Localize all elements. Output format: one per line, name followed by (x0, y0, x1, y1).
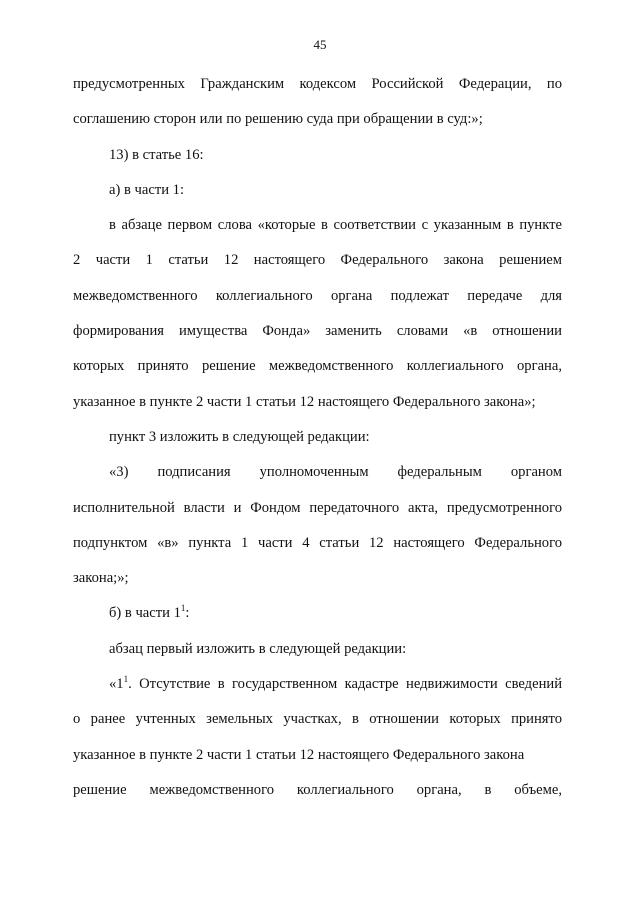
document-body (73, 67, 562, 808)
text-line-15: закона;»; (73, 570, 129, 587)
text-line-16-tail: : (185, 605, 190, 622)
text-line-11: пункт 3 изложить в следующей редакции: (109, 428, 370, 445)
page-number: 45 (313, 37, 327, 52)
text-line-14: подпунктом «в» пункта 1 части 4 статьи 12 настоящего Федерального (73, 534, 562, 551)
text-line-5: в абзаце первом слова «которые в соответствии с указанным в пункте (109, 217, 562, 234)
text-line-10: указанное в пункте 2 части 1 статьи 12 настоящего Федерального закона»; (73, 393, 536, 410)
text-line-12: «3) подписания уполномоченным федеральным органом (109, 464, 562, 481)
text-line-20: указанное в пункте 2 части 1 статьи 12 настоящего Федерального закона (73, 746, 525, 763)
text-line-21: решение межведомственного коллегиального органа, в объеме, (73, 781, 562, 798)
superscript-1: 1 (180, 603, 186, 614)
text-line-13: исполнительной власти и Фондом передаточного акта, предусмотренного (73, 499, 562, 516)
text-line-3: 13) в статье 16: (109, 146, 204, 163)
superscript-2: 1 (123, 674, 129, 685)
text-line-18-tail: . Отсутствие в государственном кадастре недвижимости сведений (128, 676, 562, 693)
text-line-16-main: б) в части 1 (109, 605, 181, 622)
text-line-18 (73, 667, 562, 702)
text-line-7: межведомственного коллегиального органа подлежат передаче для (73, 287, 562, 304)
text-line-16 (73, 596, 562, 631)
text-line-6: 2 части 1 статьи 12 настоящего Федерального закона решением (73, 252, 562, 269)
text-line-19: о ранее учтенных земельных участках, в отношении которых принято (73, 711, 562, 728)
text-line-8: формирования имущества Фонда» заменить словами «в отношении (73, 323, 562, 340)
text-line-17: абзац первый изложить в следующей редакции: (109, 640, 407, 657)
text-line-4: а) в части 1: (109, 181, 185, 198)
text-line-18-main: «1 (109, 676, 124, 693)
text-line-2: соглашению сторон или по решению суда при обращении в суд:»; (73, 111, 483, 128)
text-line-9: которых принято решение межведомственного коллегиального органа, (73, 358, 562, 375)
text-line-1: предусмотренных Гражданским кодексом Российской Федерации, по (73, 76, 562, 92)
